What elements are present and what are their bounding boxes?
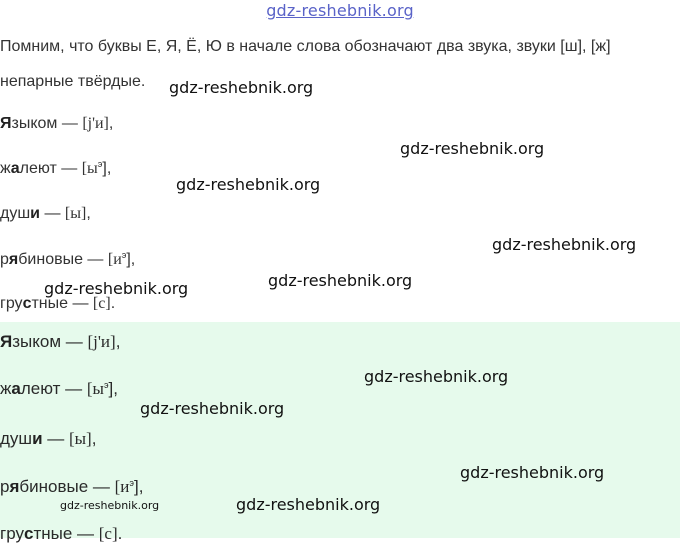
- word-line-yazykom: Языком — [j'и],: [0, 115, 114, 132]
- watermark: gdz-reshebnik.org: [44, 279, 189, 298]
- word-line-zhaleyut: жалеют — $[ы^э]$,: [0, 159, 112, 177]
- answer-line-grustnye: грустные — [с].: [0, 524, 123, 543]
- watermark: gdz-reshebnik.org: [60, 499, 160, 512]
- intro-paragraph: [0, 29, 680, 99]
- watermark: gdz-reshebnik.org: [460, 463, 605, 482]
- watermark: gdz-reshebnik.org: [176, 175, 321, 194]
- word-line-grustnye: грустные — [с].: [0, 295, 116, 312]
- watermark: gdz-reshebnik.org: [140, 399, 285, 418]
- word-line-dushi: души — [ы],: [0, 205, 91, 222]
- watermark: gdz-reshebnik.org: [169, 78, 314, 97]
- site-header-link[interactable]: gdz-reshebnik.org: [266, 1, 414, 20]
- watermark: gdz-reshebnik.org: [268, 271, 413, 290]
- answer-line-zhaleyut: жалеют — $[ы^э]$,: [0, 379, 118, 398]
- watermark: gdz-reshebnik.org: [492, 235, 637, 254]
- answer-line-ryabinovye: рябиновые — $[и^э]$,: [0, 477, 144, 496]
- watermark: gdz-reshebnik.org: [236, 495, 381, 514]
- answer-line-yazykom: Языком — [j'и],: [0, 332, 121, 351]
- watermark: gdz-reshebnik.org: [400, 139, 545, 158]
- answer-line-dushi: души — [ы],: [0, 429, 97, 448]
- watermark: gdz-reshebnik.org: [364, 367, 509, 386]
- intro-line-2: непарные твёрдые.: [0, 73, 146, 90]
- intro-line-1: Помним, что буквы Е, Я, Ё, Ю в начале слова обозначают два звука, звуки [ш], [ж]: [0, 38, 611, 55]
- word-line-ryabinovye: рябиновые — $[и^э]$,: [0, 250, 136, 268]
